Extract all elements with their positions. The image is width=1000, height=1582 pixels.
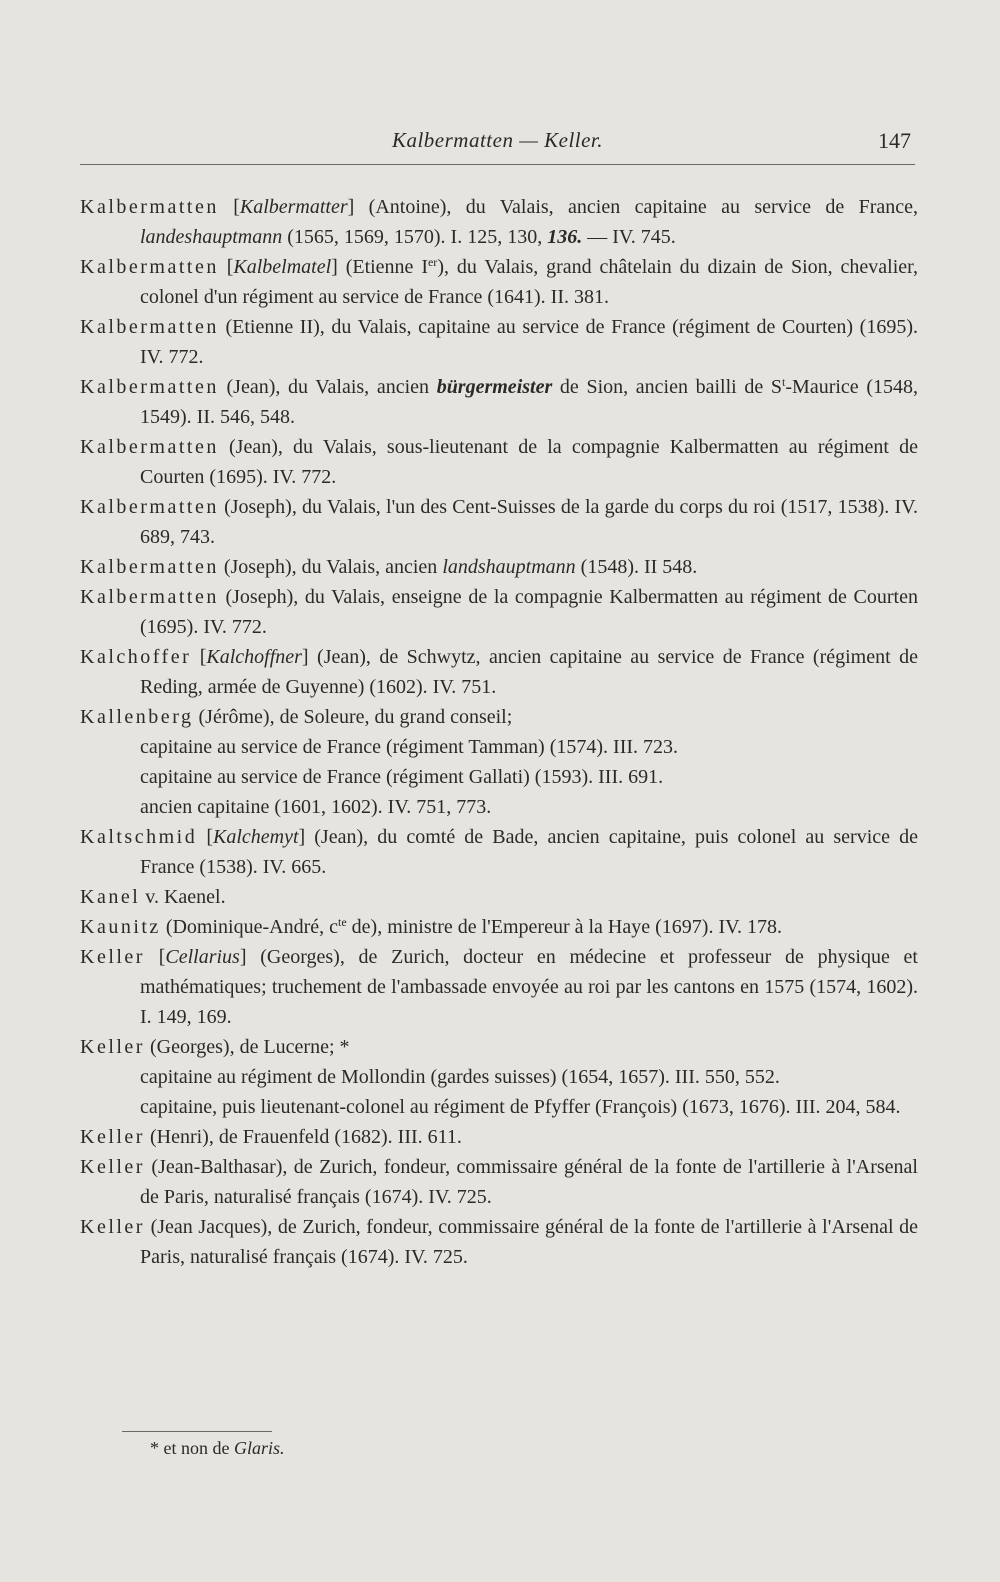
entry-emphasis: bürgermeister bbox=[436, 376, 553, 398]
entry-text: (Jean-Balthasar), de Zurich, fondeur, commissaire général de la fonte de l'artillerie à l'Arsenal de Paris, naturalisé français (1674). IV. 725. bbox=[140, 1156, 918, 1208]
index-entry bbox=[80, 432, 918, 492]
entry-surname: Kalchoffer bbox=[80, 646, 192, 668]
entry-surname: Keller bbox=[80, 946, 145, 968]
entry-text: (Dominique-André, c bbox=[160, 916, 338, 938]
index-entry bbox=[80, 492, 918, 552]
entry-text: ] (Jean), de Schwytz, ancien capitaine au service de France (régiment de Reding, armée de Guyenne) (1602). IV. 751. bbox=[140, 646, 918, 698]
entry-variant: Kalchoffner bbox=[206, 646, 302, 668]
entry-text: ] (Georges), de Zurich, docteur en médecine et professeur de physique et mathématiques; truchement de l'ambassade envoyée au roi par les cantons en 1575 (1574, 1602). I. 149, 169. bbox=[140, 946, 918, 1028]
entry-surname: Kalbermatten bbox=[80, 376, 219, 398]
index-subentry: capitaine au service de France (régiment Tamman) (1574). III. 723. bbox=[140, 736, 679, 758]
entry-surname: Kaunitz bbox=[80, 916, 161, 938]
entry-surname: Keller bbox=[80, 1216, 145, 1238]
entry-text: (Joseph), du Valais, ancien bbox=[218, 556, 443, 578]
index-entry bbox=[80, 312, 918, 372]
index-entry bbox=[80, 192, 918, 252]
entry-text: [ bbox=[144, 946, 166, 968]
entry-surname: Kaltschmid bbox=[80, 826, 198, 848]
entry-text: v. Kaenel. bbox=[140, 886, 226, 908]
index-entry bbox=[80, 1122, 918, 1152]
index-entry bbox=[80, 1212, 918, 1272]
entry-superscript: er bbox=[427, 255, 438, 269]
entry-surname: Kanel bbox=[80, 886, 141, 908]
entry-text: de Sion, ancien bailli de S bbox=[552, 376, 783, 398]
entry-text: (1548). II 548. bbox=[575, 556, 698, 578]
index-entries bbox=[80, 192, 918, 1272]
entry-surname: Keller bbox=[80, 1156, 145, 1178]
index-subentry: capitaine au service de France (régiment Gallati) (1593). III. 691. bbox=[140, 766, 664, 788]
entry-superscript: te bbox=[337, 915, 347, 929]
index-entry bbox=[80, 372, 918, 432]
entry-variant: Cellarius bbox=[165, 946, 240, 968]
index-entry bbox=[80, 552, 918, 582]
entry-text: de), ministre de l'Empereur à la Haye (1697). IV. 178. bbox=[346, 916, 782, 938]
entry-superscript: t bbox=[782, 375, 786, 389]
entry-text: ), du Valais, grand châtelain du dizain de Sion, chevalier, colonel d'un régiment au service de France (1641). II. 381. bbox=[140, 256, 918, 308]
entry-text: (Joseph), du Valais, l'un des Cent-Suisses de la garde du corps du roi (1517, 1538). IV. 689, 743. bbox=[140, 496, 918, 548]
footnote-text: * et non de bbox=[150, 1438, 234, 1458]
entry-surname: Kallenberg bbox=[80, 706, 194, 728]
index-entry bbox=[80, 252, 918, 312]
index-subentry: capitaine au régiment de Mollondin (gardes suisses) (1654, 1657). III. 550, 552. bbox=[140, 1066, 780, 1088]
entry-variant: landeshauptmann bbox=[140, 226, 283, 248]
entry-text: (Jérôme), de Soleure, du grand conseil; bbox=[193, 706, 513, 728]
entry-text: (Etienne II), du Valais, capitaine au service de France (régiment de Courten) (1695). IV. 772. bbox=[140, 316, 918, 368]
entry-surname: Kalbermatten bbox=[80, 556, 219, 578]
entry-text: [ bbox=[218, 196, 240, 218]
entry-text: (Jean Jacques), de Zurich, fondeur, commissaire général de la fonte de l'artillerie à l'Arsenal de Paris, naturalisé français (1674). IV. 725. bbox=[140, 1216, 918, 1268]
entry-surname: Keller bbox=[80, 1126, 145, 1148]
index-entry bbox=[80, 882, 918, 912]
entry-text: (1565, 1569, 1570). I. 125, 130, bbox=[282, 226, 548, 248]
entry-text: ] (Jean), du comté de Bade, ancien capitaine, puis colonel au service de France (1538). IV. 665. bbox=[140, 826, 918, 878]
entry-text: [ bbox=[197, 826, 213, 848]
index-entry bbox=[80, 1152, 918, 1212]
footnote bbox=[150, 1436, 285, 1460]
index-entry bbox=[80, 1032, 918, 1062]
entry-surname: Keller bbox=[80, 1036, 145, 1058]
entry-variant: Kalbermatter bbox=[239, 196, 348, 218]
entry-text: -Maurice (1548, 1549). II. 546, 548. bbox=[140, 376, 918, 428]
entry-text: (Joseph), du Valais, enseigne de la compagnie Kalbermatten au régiment de Courten (1695). IV. 772. bbox=[140, 586, 918, 638]
entry-text: [ bbox=[191, 646, 207, 668]
entry-surname: Kalbermatten bbox=[80, 196, 219, 218]
index-entry bbox=[80, 942, 918, 1032]
entry-text: (Georges), de Lucerne; * bbox=[144, 1036, 350, 1058]
entry-surname: Kalbermatten bbox=[80, 496, 219, 518]
entry-variant: Kalbelmatel bbox=[233, 256, 332, 278]
footnote-emphasis: Glaris. bbox=[233, 1438, 285, 1458]
entry-variant: Kalchemyt bbox=[212, 826, 299, 848]
entry-variant: landshauptmann bbox=[442, 556, 576, 578]
entry-surname: Kalbermatten bbox=[80, 316, 219, 338]
index-entry bbox=[80, 582, 918, 642]
index-subentry: capitaine, puis lieutenant-colonel au régiment de Pfyffer (François) (1673, 1676). III. 204, 584. bbox=[140, 1096, 901, 1118]
entry-text: ] (Etienne I bbox=[331, 256, 428, 278]
entry-text: (Henri), de Frauenfeld (1682). III. 611. bbox=[144, 1126, 462, 1148]
footnote-rule bbox=[122, 1431, 272, 1432]
index-subentry: ancien capitaine (1601, 1602). IV. 751, 773. bbox=[140, 796, 492, 818]
entry-surname: Kalbermatten bbox=[80, 436, 219, 458]
entry-emphasis: 136. bbox=[547, 226, 583, 248]
page-number: 147 bbox=[878, 128, 911, 153]
entry-text: — IV. 745. bbox=[582, 226, 676, 248]
index-entry bbox=[80, 912, 918, 942]
entry-text: [ bbox=[218, 256, 234, 278]
entry-text: (Jean), du Valais, sous-lieutenant de la compagnie Kalbermatten au régiment de Courten (1695). IV. 772. bbox=[140, 436, 918, 488]
index-entry bbox=[80, 642, 918, 702]
entry-text: ] (Antoine), du Valais, ancien capitaine au service de France, bbox=[347, 196, 918, 218]
entry-surname: Kalbermatten bbox=[80, 586, 219, 608]
entry-surname: Kalbermatten bbox=[80, 256, 219, 278]
index-entry bbox=[80, 702, 918, 732]
page-header bbox=[80, 128, 915, 165]
index-entry bbox=[80, 822, 918, 882]
entry-text: (Jean), du Valais, ancien bbox=[218, 376, 437, 398]
running-title: Kalbermatten — Keller. bbox=[391, 128, 604, 152]
